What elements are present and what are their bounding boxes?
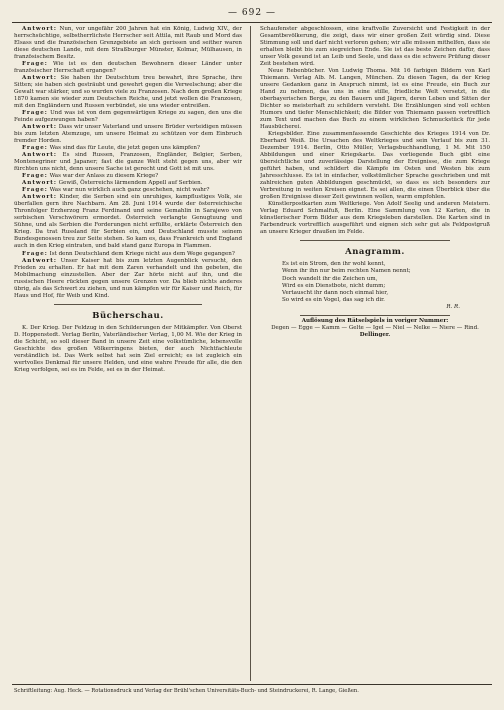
paragraph-text: Dass wir unser Vaterland und unsere Brüder verteidigen müssen bis zum letzten Atemzuge, um unsere Heimat zu schützen vor dem Einbruch fremder Horden. bbox=[14, 124, 242, 145]
speaker-label: Antwort: bbox=[22, 194, 57, 201]
book-review-section bbox=[14, 325, 242, 374]
speaker-label: Antwort: bbox=[22, 75, 57, 82]
dialogue-section bbox=[14, 26, 242, 300]
anagram-poem bbox=[260, 261, 490, 303]
solution-heading: Auflösung des Rätselspiels in voriger Nummer: bbox=[301, 317, 449, 324]
column-divider bbox=[250, 26, 251, 681]
section-divider bbox=[300, 240, 450, 241]
review-paragraph: Schaufenster abgeschlossen, eine kraftvolle Zuversicht und Festigkeit in der Gesamtbevölkerung, die zeigt, dass wir einer großen Zeit würdig sind. Diese Stimmung soll und darf nicht verloren gehen; wir alle müssen mithelfen, dass sie erhalten bleibt bis zum siegreichen Ende. Sie ist das beste Zeichen dafür, dass unser Volk gesund ist an Leib und Seele, und dass es die schwere Prüfung dieser Zeit bestehen wird. bbox=[260, 26, 490, 68]
paragraph-text: Was war nun wirklich auch ganz geschehen, nicht wahr? bbox=[47, 187, 210, 194]
speaker-label: Frage: bbox=[22, 187, 48, 194]
paragraph-text: Gewiß, Österreichs lärmendem Appell auf Serbien. bbox=[56, 180, 203, 187]
poem-line: Es ist ein Strom, den ihr wohl kennt, bbox=[282, 261, 386, 268]
dialogue-paragraph bbox=[14, 194, 242, 250]
speaker-label: Frage: bbox=[22, 250, 48, 257]
imprint-footer: Schriftleitung: Aug. Heck. — Rotationsdruck und Verlag der Brühl'schen Universitäts-Buch- und Steindruckerei, R. Lange, Gießen. bbox=[14, 688, 359, 694]
paragraph-text: Es sind Russen, Franzosen, Engländer, Belgier, Serben, Montenegriner und Japaner; fast die ganze Welt steht gegen uns, aber wir fürchten uns nicht, denn unsere Sache ist gerecht und Gott ist mit uns. bbox=[14, 152, 242, 173]
dialogue-paragraph bbox=[14, 187, 242, 194]
dialogue-paragraph bbox=[14, 258, 242, 300]
poem-line: Doch wandelt ihr die Zeichen um, bbox=[282, 275, 378, 282]
poem-line: Wenn ihr ihn nur beim rechten Namen nennt; bbox=[282, 268, 411, 275]
dialogue-paragraph bbox=[14, 251, 242, 258]
section-divider bbox=[54, 304, 202, 305]
solution-answer: Dellinger. bbox=[359, 331, 391, 338]
paragraph-text: Wie ist es den deutschen Bewohnern dieser Länder unter französischer Herrschaft ergangen? bbox=[14, 61, 242, 75]
poem-line: Wird es ein Dienstbote, nicht dumm; bbox=[282, 282, 386, 289]
book-review-heading: Bücherschau. bbox=[92, 310, 164, 321]
speaker-label: Frage: bbox=[22, 145, 48, 152]
left-column bbox=[14, 26, 242, 682]
section-divider bbox=[300, 315, 450, 316]
dialogue-paragraph bbox=[14, 61, 242, 75]
review-paragraph: K. Der Krieg. Der Feldzug in den Schilderungen der Mitkämpfer. Von Oberst D. Hoppenstedt. Verlag Berlin, Vaterländischer Verlag, 1,00 M. Wie der Krieg in die Schicht, so soll dieser Band in unsere Zeit eine volkstümliche, lebensvolle Geschichte des großen Völkerringens bieten, der auch Nichtfachleute verständlich ist. Das Werk selbst hat sein Ziel erreicht; es ist zugleich ein wertvolles Denkmal für unsere Helden, und eine wahre Freude für alle, die den Krieg verfolgen, sei es im Felde, sei es in der Heimat. bbox=[14, 324, 242, 373]
poem-line: So wird es ein Vogel, das sag ich dir. bbox=[282, 296, 385, 303]
review-section bbox=[260, 26, 490, 236]
dialogue-paragraph bbox=[14, 180, 242, 187]
speaker-label: Frage: bbox=[22, 110, 48, 117]
footer-rule bbox=[12, 684, 492, 685]
anagram-heading: Anagramm. bbox=[345, 247, 405, 258]
paragraph-text: Sie haben ihr Deutschtum treu bewahrt, ihre Sprache, ihre Sitten; sie haben sich gesträubt und gewehrt gegen die Verwelschung; aber die Gewalt war stärker, und so wurden viele zu Franzosen. Nach dem großen Kriege 1870 kamen sie wieder zum Deutschen Reiche, und jetzt wollen die Franzosen, mit den Engländern und Russen verbündet, sie uns wieder entreißen. bbox=[14, 75, 242, 110]
paragraph-text: Kinder, die Serben sind ein unruhiges, kampflustiges Volk, sie überfallen gern ihre Nachbarn. Am 28. Juni 1914 wurde der österreichische Thronfolger Erzherzog Franz Ferdinand und seine Gemahlin in Sarajewo von serbischen Verschwörern ermordet. Österreich verlangte Genugtuung und Sühne, und als Serbien die Forderungen nicht erfüllte, erklärte Österreich den Krieg. Da trat Russland für Serbien ein, und Deutschland musste seinem Bundesgenossen treu zur Seite stehen. So kam es, dass Frankreich und England auch in den Krieg eintraten, und bald stand ganz Europa in Flammen. bbox=[14, 194, 242, 250]
dialogue-paragraph bbox=[14, 152, 242, 173]
header-rule bbox=[12, 22, 492, 23]
speaker-label: Frage: bbox=[22, 173, 48, 180]
speaker-label: Antwort: bbox=[22, 124, 57, 131]
page-number: — 692 — bbox=[228, 8, 276, 18]
speaker-label: Antwort: bbox=[22, 180, 57, 187]
paragraph-text: Und was ist von dem gegenwärtigen Kriege zu sagen, den uns die Feinde aufgezwungen haben? bbox=[14, 110, 242, 124]
paragraph-text: Nun, vor ungefähr 200 Jahren hat ein König, Ludwig XIV., der herrschsüchtige, selbstherrlichste Herrscher seit Attila, mit Raub und Mord das Elsass und die französischen Grenzgebiete an sich gerissen und seither waren diese deutschen Lande, mit dem Straßburger Münster, Kolmar, Mülhausen, in französischem Besitz. bbox=[14, 26, 242, 61]
speaker-label: Antwort: bbox=[22, 152, 57, 159]
dialogue-paragraph bbox=[14, 145, 242, 152]
anagram-author: R. R. bbox=[446, 303, 460, 310]
speaker-label: Antwort: bbox=[22, 26, 57, 32]
speaker-label: Antwort: bbox=[22, 257, 57, 264]
solution-line: Degen — Egge — Kamm — Gelte — Igel — Niel — Nelke — Niere — Rind. bbox=[271, 324, 479, 331]
dialogue-paragraph bbox=[14, 124, 242, 145]
paragraph-text: Unser Kaiser hat bis zum letzten Augenblick versucht, den Frieden zu erhalten. Er hat mit dem Zaren verhandelt und ihn gebeten, die Mobilmachung einzustellen. Aber der Zar hörte nicht auf ihn, und die russischen Heere rückten gegen unsere Grenzen vor. Da blieb nichts anderes übrig, als das Schwert zu ziehen, und nun kämpfen wir für Kaiser und Reich, für Haus und Hof, für Weib und Kind. bbox=[14, 257, 242, 299]
paragraph-text: Was war der Anlass zu diesem Kriege? bbox=[47, 173, 159, 180]
review-paragraph: Neue Rebenbücher. Von Ludwig Thoma. Mit 16 farbigen Bildern von Karl Thiemann. Verlag Alb. M. Langen, München. Zu diesen Tagen, da der Krieg unsere Gedanken ganz in Anspruch nimmt, ist es eine Freude, ein Buch zur Hand zu nehmen, das uns in eine stille, friedliche Welt versetzt, in die oberbayerischen Berge, zu den Bauern und Jägern, deren Leben und Sitten der Dichter so meisterhaft zu schildern versteht. Die Erzählungen sind voll echten Humors und tiefer Menschlichkeit; die Bilder von Thiemann passen vortrefflich zum Text und machen das Buch zu einem wirklichen Schmuckstück für jede Hausbücherei. bbox=[260, 68, 490, 131]
review-paragraph: Kriegsbilder. Eine zusammenfassende Geschichte des Krieges 1914 von Dr. Eberhard Weiß. Die Ursachen des Weltkrieges und sein Verlauf bis zum 31. Dezember 1914. Berlin, Otto Müller, Verlagsbuchhandlung, 1 M. Mit 150 Abbildungen und einer Kriegskarte. Das vorliegende Buch gibt eine übersichtliche und zuverlässige Darstellung der Ereignisse, die zum Kriege geführt haben, und schildert die Kämpfe im Osten und Westen bis zum Jahresschlusse. Es ist in einfacher, volkstümlicher Sprache geschrieben und mit zahlreichen guten Abbildungen geschmückt, so dass es sich besonders zur Verbreitung in weiten Kreisen eignet. Es sei allen, die einen Überblick über die großen Ereignisse dieser Zeit gewinnen wollen, warm empfohlen. bbox=[260, 131, 490, 201]
paragraph-text: Was sind das für Leute, die jetzt gegen uns kämpfen? bbox=[47, 145, 200, 152]
right-column bbox=[260, 26, 490, 682]
dialogue-paragraph bbox=[14, 26, 242, 61]
speaker-label: Frage: bbox=[22, 61, 48, 68]
poem-line: Vertauscht ihr dann noch einmal hier, bbox=[282, 289, 389, 296]
paragraph-text: Ist denn Deutschland dem Kriege nicht aus dem Wege gegangen? bbox=[47, 250, 235, 257]
dialogue-paragraph bbox=[14, 75, 242, 110]
review-paragraph: Künstlerpostkarten zum Weltkriege. Von Adolf Seelig und anderen Meistern. Verlag Eduard Schmalfuß, Berlin. Eine Sammlung von 12 Karten, die in künstlerischer Form Bilder aus dem Kriegsleben darstellen. Die Karten sind in Farbendruck vortrefflich ausgeführt und eignen sich sehr gut als Feldpostgruß an unsere Krieger draußen im Felde. bbox=[260, 201, 490, 236]
dialogue-paragraph bbox=[14, 110, 242, 124]
